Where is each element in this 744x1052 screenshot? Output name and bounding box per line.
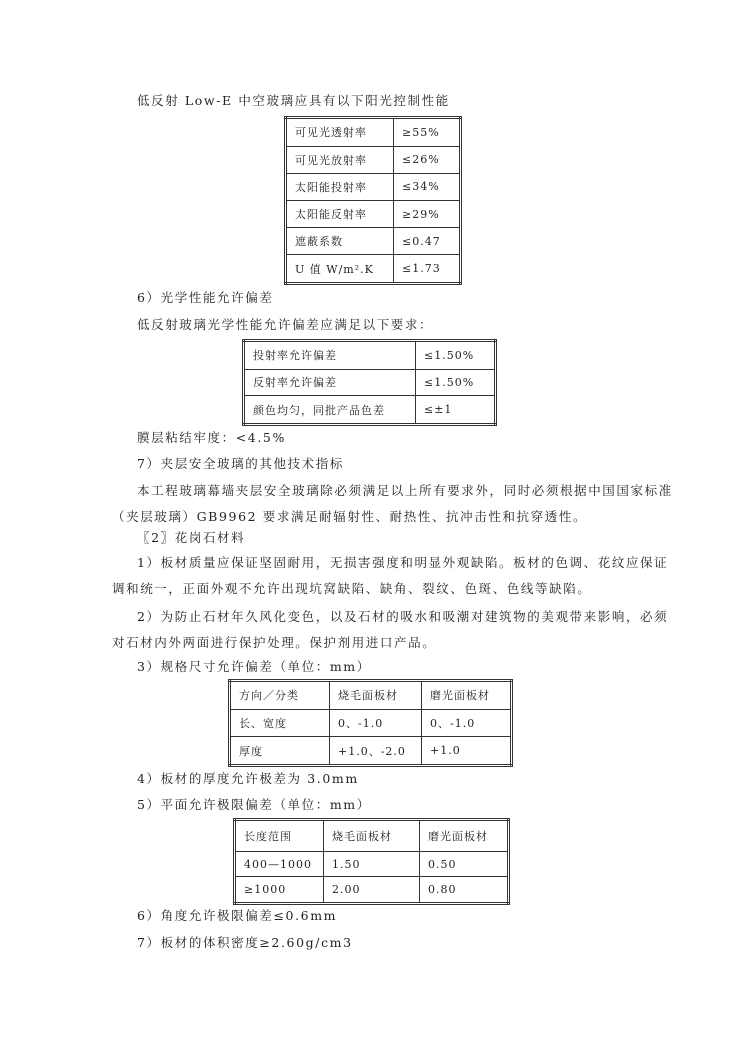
laminated-para-line: 本工程玻璃幕墙夹层安全玻璃除必须满足以上所有要求外，同时必须根据中国国家标准: [137, 483, 673, 498]
table-cell: 1.50: [324, 852, 420, 877]
table-row: [235, 852, 509, 877]
table-cell: 厚度: [230, 737, 330, 766]
optical-tolerance-table: [242, 339, 497, 426]
table-row: [230, 709, 512, 736]
size-tolerance-table: [228, 679, 513, 767]
table-cell: 烧毛面板材: [324, 820, 420, 852]
heading-laminated-glass: 7）夹层安全玻璃的其他技术指标: [137, 456, 344, 471]
granite-item-1-line: 1）板材质量应保证坚固耐用，无损害强度和明显外观缺陷。板材的色调、花纹应保证: [137, 555, 669, 570]
film-adhesion-text: 膜层粘结牢度：<4.5%: [137, 430, 286, 445]
granite-item-7: 7）板材的体积密度≥2.60g/cm3: [137, 935, 353, 950]
heading-optical-tolerance: 6）光学性能允许偏差: [137, 290, 274, 305]
granite-item-6: 6）角度允许极限偏差≤0.6mm: [137, 908, 338, 923]
table-cell: 烧毛面板材: [330, 681, 422, 710]
table-row: [244, 369, 496, 396]
table-row: [230, 681, 512, 710]
optical-tolerance-text: 低反射玻璃光学性能允许偏差应满足以下要求：: [137, 317, 434, 332]
table-cell: ≤1.73: [394, 255, 461, 284]
table-cell: ≤1.50%: [416, 369, 496, 396]
table-cell: 长度范围: [235, 820, 324, 852]
table-cell: +1.0: [422, 737, 512, 766]
table-cell: 可见光放射率: [286, 146, 394, 173]
table-cell: 磨光面板材: [422, 681, 512, 710]
table-cell: 太阳能反射率: [286, 200, 394, 227]
granite-item-4: 4）板材的厚度允许极差为 3.0mm: [137, 771, 359, 786]
granite-item-2-line: 2）为防止石材年久风化变色，以及石材的吸水和吸潮对建筑物的美观带来影响，必须: [137, 609, 669, 624]
table-cell: 太阳能投射率: [286, 173, 394, 200]
intro-text: 低反射 Low-E 中空玻璃应具有以下阳光控制性能: [137, 93, 450, 108]
table-cell: U 值 W/m².K: [286, 255, 394, 284]
table-row: [235, 877, 509, 904]
granite-item-1-line: 调和统一，正面外观不允许出现坑窝缺陷、缺角、裂纹、色斑、色线等缺陷。: [112, 581, 592, 596]
granite-item-2-line: 对石材内外两面进行保护处理。保护剂用进口产品。: [112, 635, 437, 650]
granite-item-3: 3）规格尺寸允许偏差（单位：mm）: [137, 659, 371, 674]
flatness-tolerance-table: [233, 818, 510, 905]
table-cell: ≥55%: [394, 118, 461, 147]
table-row: [286, 146, 461, 173]
section-granite-heading: 〖2〗花岗石材料: [137, 530, 246, 545]
table-cell: 投射率允许偏差: [244, 341, 416, 370]
table-cell: +1.0、-2.0: [330, 737, 422, 766]
table-cell: 方向／分类: [230, 681, 330, 710]
table-cell: 2.00: [324, 877, 420, 904]
table-cell: 反射率允许偏差: [244, 369, 416, 396]
table-cell: 400—1000: [235, 852, 324, 877]
table-row: [286, 255, 461, 284]
table-cell: ≤0.47: [394, 228, 461, 255]
table-row: [244, 341, 496, 370]
table-cell: ≤26%: [394, 146, 461, 173]
table-cell: ≥1000: [235, 877, 324, 904]
table-cell: ≥29%: [394, 200, 461, 227]
table-row: [286, 200, 461, 227]
table-cell: 0、-1.0: [422, 709, 512, 736]
table-row: [244, 396, 496, 425]
table-row: [286, 118, 461, 147]
table-cell: 遮蔽系数: [286, 228, 394, 255]
table-cell: ≤34%: [394, 173, 461, 200]
table-row: [286, 173, 461, 200]
laminated-para-line: （夹层玻璃）GB9962 要求满足耐辐射性、耐热性、抗冲击性和抗穿透性。: [112, 509, 588, 524]
table-row: [235, 820, 509, 852]
solar-control-table: [284, 116, 462, 285]
table-cell: 长、宽度: [230, 709, 330, 736]
table-cell: 颜色均匀，同批产品色差: [244, 396, 416, 425]
table-cell: 可见光透射率: [286, 118, 394, 147]
table-cell: ≤1.50%: [416, 341, 496, 370]
table-cell: 0.80: [420, 877, 509, 904]
table-cell: 磨光面板材: [420, 820, 509, 852]
table-cell: 0.50: [420, 852, 509, 877]
table-cell: 0、-1.0: [330, 709, 422, 736]
table-cell: ≤±1: [416, 396, 496, 425]
table-row: [286, 228, 461, 255]
granite-item-5: 5）平面允许极限偏差（单位：mm）: [137, 797, 371, 812]
table-row: [230, 737, 512, 766]
